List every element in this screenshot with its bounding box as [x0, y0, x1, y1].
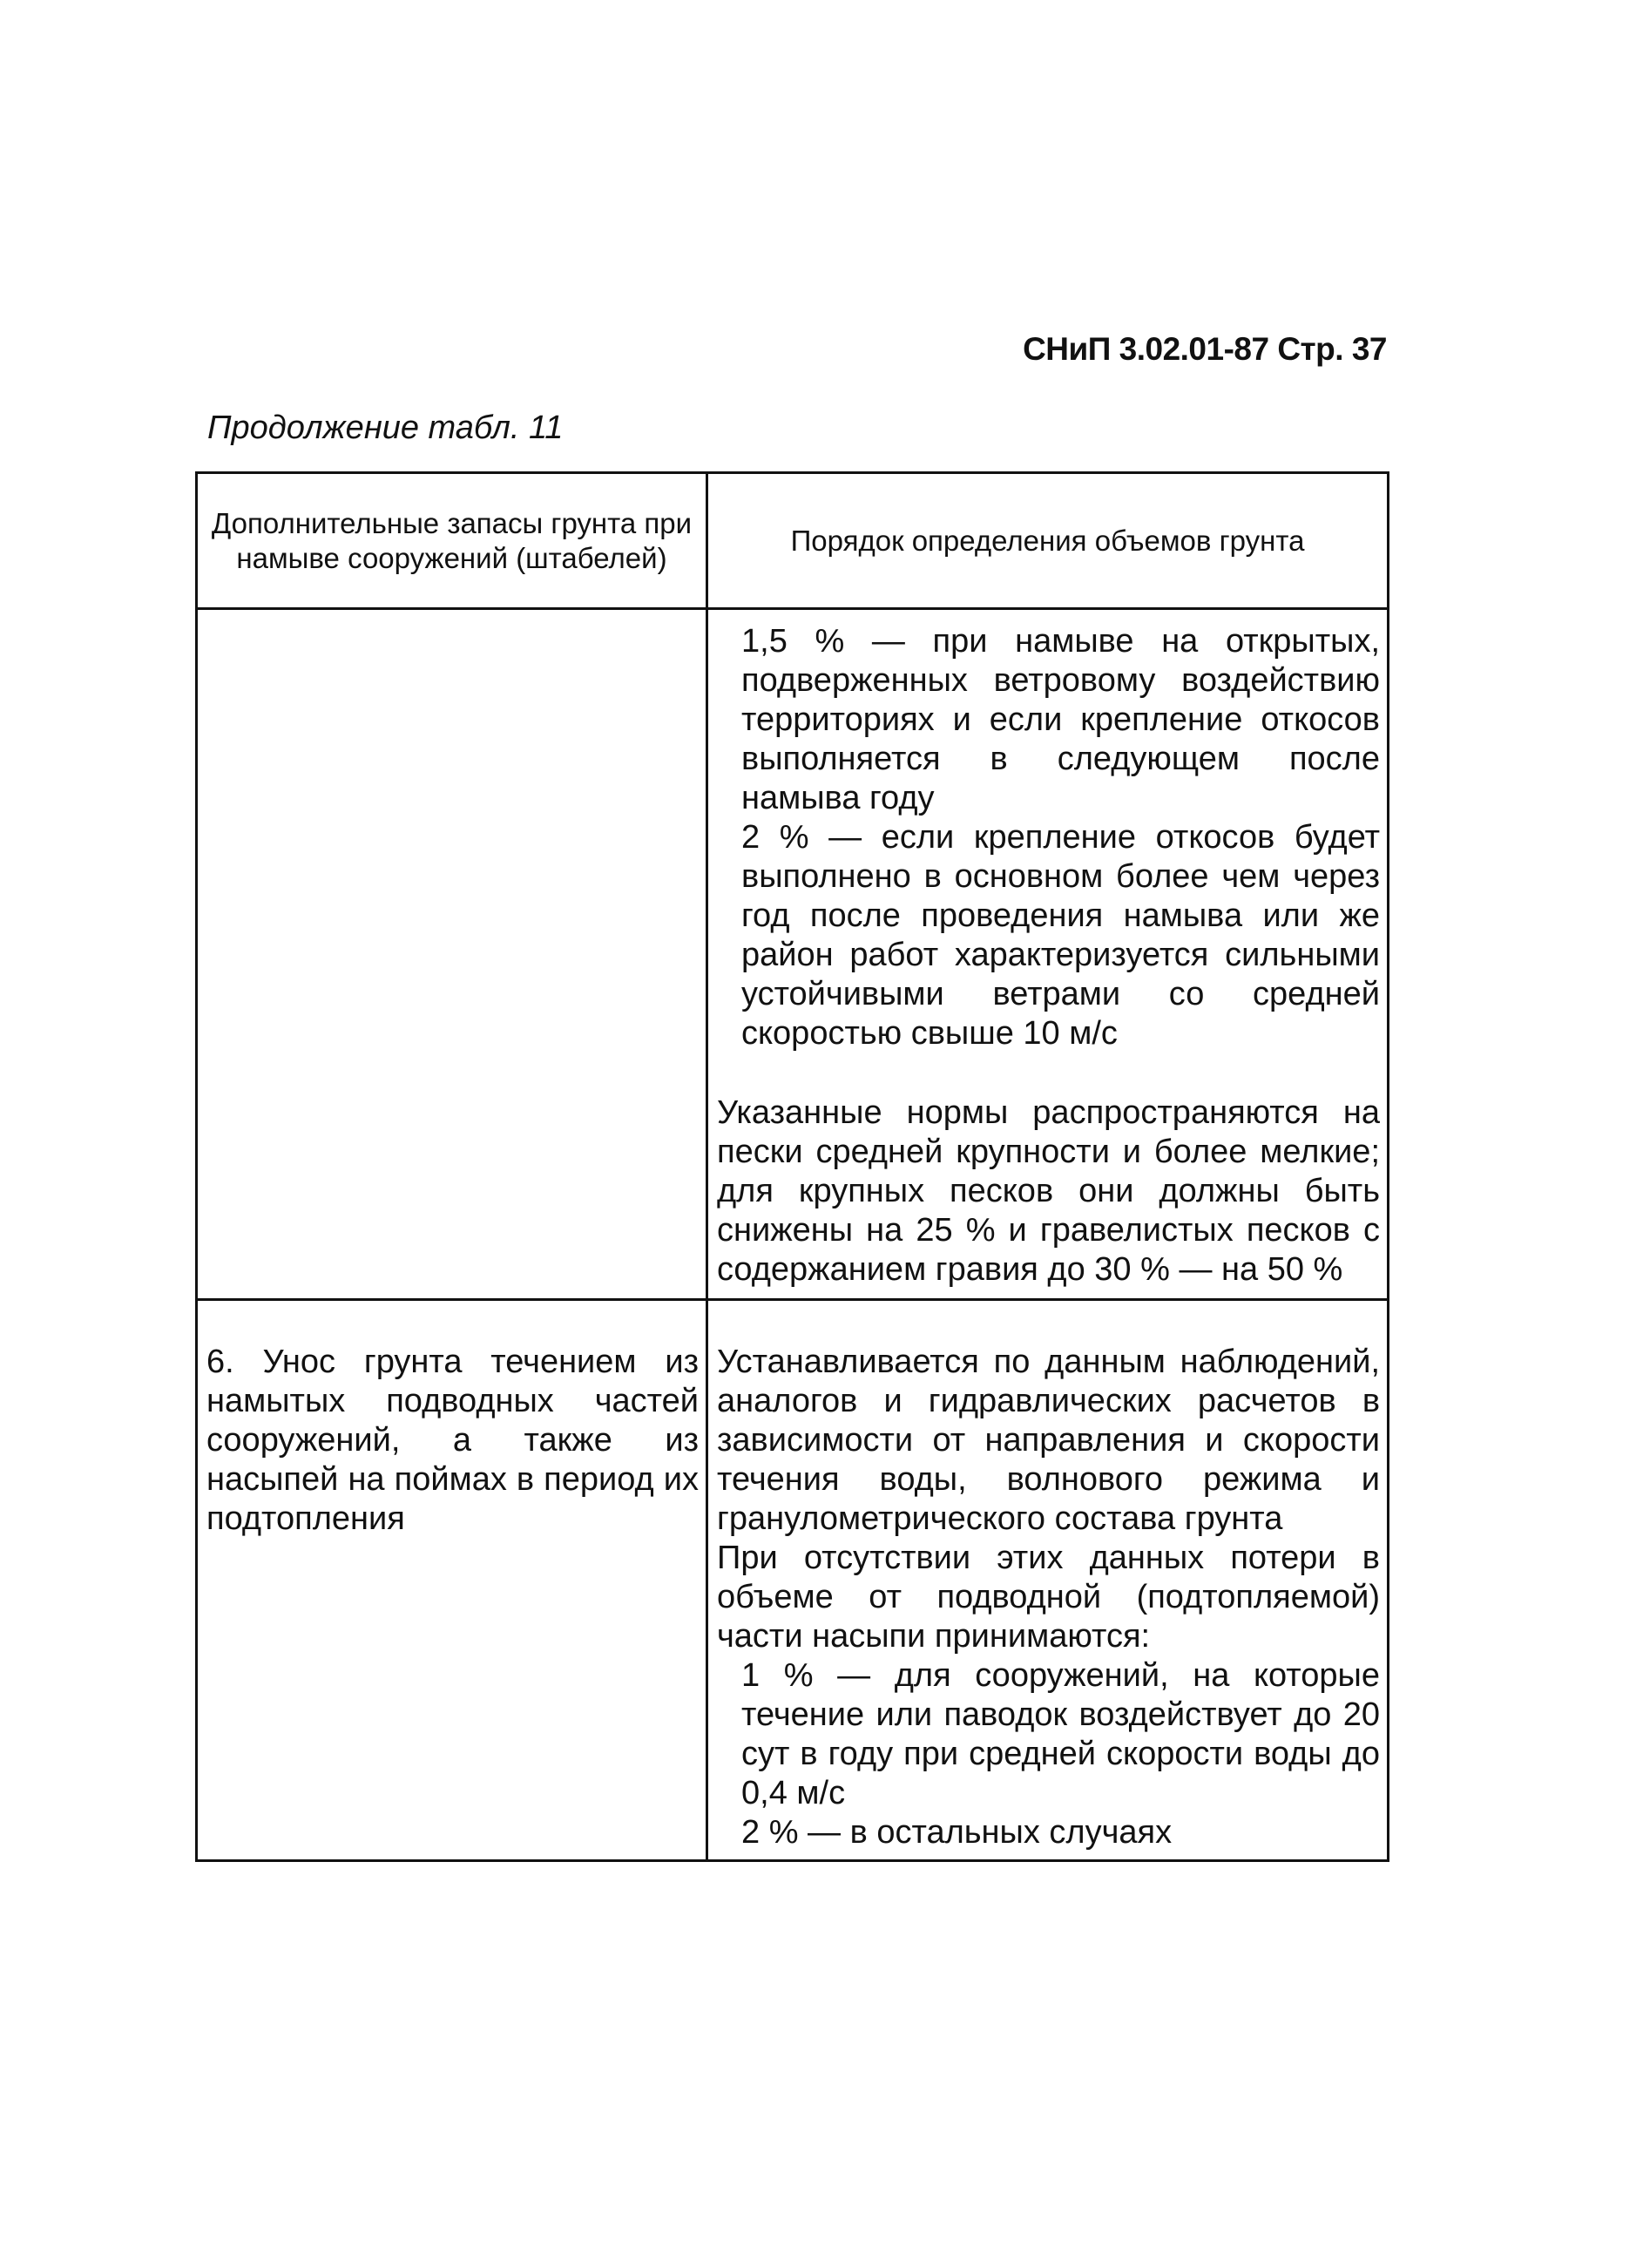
- procedure-paragraph: 1 % — для сооружений, на которые течение или паводок воздействует до 20 сут в году при средней скорости воды до 0,4 м/с: [741, 1657, 1380, 1811]
- procedure-paragraph: Устанавливается по данным наблюдений, аналогов и гидравлических расчетов в зависимости от направления и скорости течения воды, волнового режима и гранулометрического состава грунта: [717, 1344, 1380, 1537]
- procedure-paragraph: При отсутствии этих данных потери в объеме от подводной (подтопляемой) части насыпи принимаются:: [717, 1540, 1380, 1655]
- table-row: [197, 609, 1389, 1300]
- table-cell-procedure: [707, 1300, 1389, 1861]
- procedure-paragraph: 2 % — если крепление откосов будет выполнено в основном более чем через год после проведения намыва или же район работ характеризуется сильными устойчивыми ветрами со средней скоростью свыше 10 м/с: [741, 819, 1380, 1052]
- column-header-procedure: [707, 473, 1389, 609]
- item-text: 6. Унос грунта течением из намытых подводных частей сооружений, а также из насыпей на поймах в период их подтопления: [206, 1344, 699, 1537]
- soil-reserves-table: [195, 471, 1389, 1862]
- table-cell-procedure: [707, 609, 1389, 1300]
- procedure-paragraph: Указанные нормы распространяются на пески средней крупности и более мелкие; для крупных песков они должны быть снижены на 25 % и гравелистых песков с содержанием гравия до 30 % — на 50 %: [717, 1094, 1380, 1288]
- column-header-reserves: Дополнительные запасы грунта при намыве сооружений (штабелей): [197, 473, 707, 609]
- table-cell-item: [197, 1300, 707, 1861]
- table-caption: Продолжение табл. 11: [207, 410, 564, 446]
- page-header: СНиП 3.02.01-87 Стр. 37: [1023, 331, 1387, 367]
- column-header-procedure-text: Порядок определения объемов грунта: [790, 524, 1305, 557]
- table-header-row: [197, 473, 1389, 609]
- table-row: [197, 1300, 1389, 1861]
- procedure-paragraph: 1,5 % — при намыве на открытых, подверженных ветровому воздействию территориях и если крепление откосов выполняется в следующем после намыва году: [741, 623, 1380, 816]
- table-cell-item: [197, 609, 707, 1300]
- procedure-paragraph: 2 % — в остальных случаях: [741, 1814, 1173, 1851]
